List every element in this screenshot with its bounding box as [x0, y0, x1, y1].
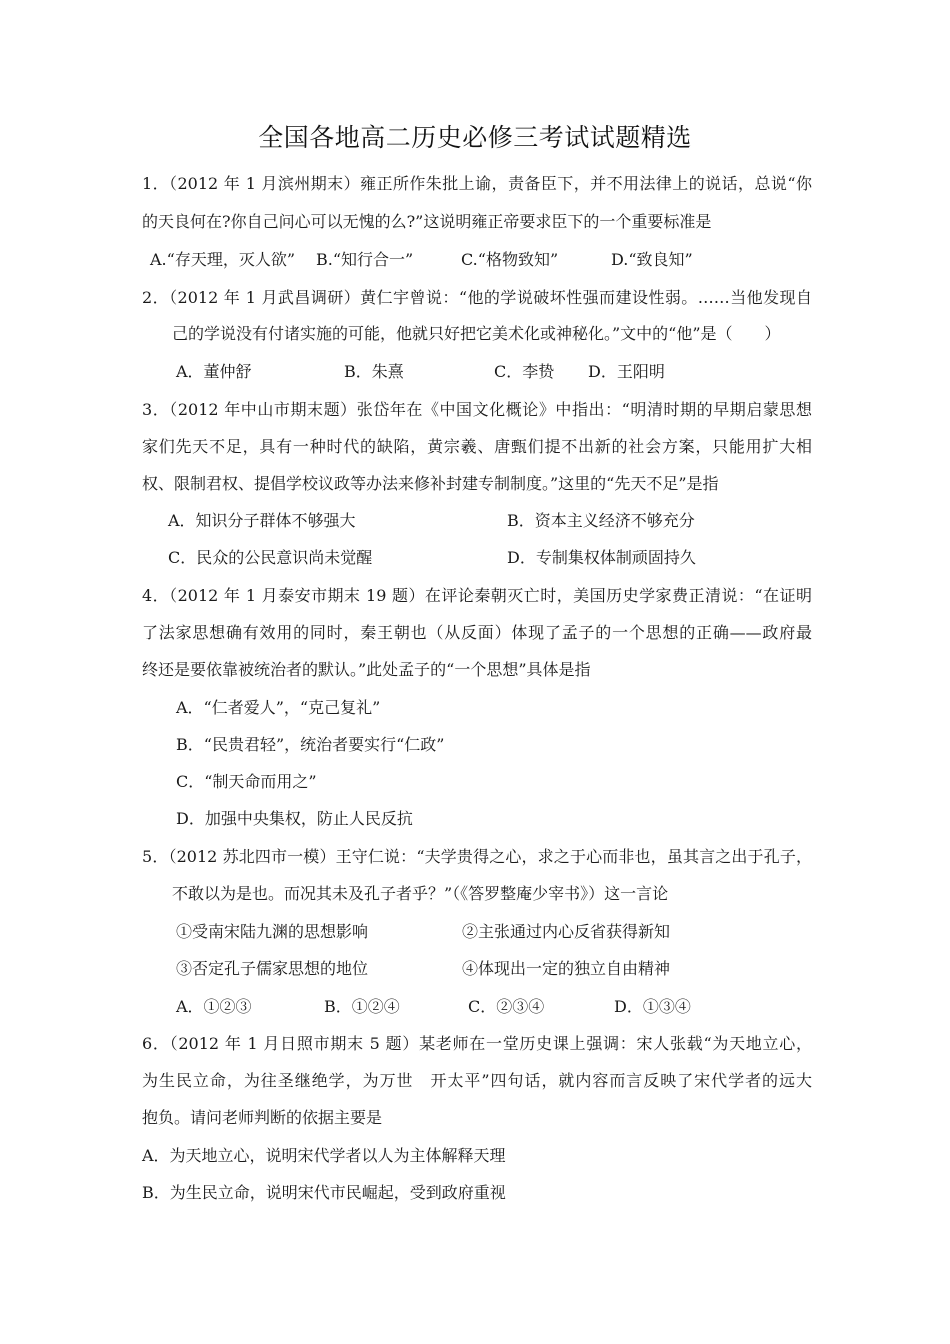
q5-option-d: D．①③④: [614, 997, 691, 1016]
q2-stem-line2: 己的学说没有付诸实施的可能，他就只好把它美术化或神秘化。”文中的“他”是（ ）: [172, 324, 781, 343]
q5-stem-line2: 不敢以为是也。而况其未及孔子者乎？”（《答罗整庵少宰书》）这一言论: [172, 884, 669, 903]
q5-stem-line1: 5．（2012 苏北四市一模）王守仁说：“夫学贵得之心，求之于心而非也，虽其言之出于孔子，: [142, 847, 812, 866]
q4-stem-line3: 终还是要依靠被统治者的默认。”此处孟子的“一个思想”具体是指: [142, 660, 591, 679]
q1-option-a: A.“存天理，灭人欲”: [150, 250, 296, 269]
q3-option-c: C．民众的公民意识尚未觉醒: [168, 548, 373, 567]
q3-stem-line2: 家们先天不足，具有一种时代的缺陷，黄宗羲、唐甄们提不出新的社会方案，只能用扩大相: [142, 437, 812, 456]
q1-option-c: C.“格物致知”: [461, 250, 559, 269]
q1-option-b: B.“知行合一”: [316, 250, 414, 269]
q5-option-c: C．②③④: [468, 997, 545, 1016]
q5-item-3: ③否定孔子儒家思想的地位: [176, 959, 369, 978]
q6-stem-line1: 6．（2012 年 1 月日照市期末 5 题）某老师在一堂历史课上强调：宋人张载“为天地立心，: [142, 1034, 812, 1053]
q3-option-b: B．资本主义经济不够充分: [507, 511, 695, 530]
q4-option-c: C．“制天命而用之”: [176, 772, 317, 791]
q3-option-a: A．知识分子群体不够强大: [168, 511, 356, 530]
q4-option-b: B．“民贵君轻”，统治者要实行“仁政”: [176, 735, 445, 754]
q2-option-a: A．董仲舒: [176, 362, 252, 381]
q1-option-d: D.“致良知”: [611, 250, 693, 269]
q4-stem-line1: 4．（2012 年 1 月泰安市期末 19 题）在评论秦朝灭亡时，美国历史学家费正清说：“在证明: [142, 586, 812, 605]
q5-option-b: B．①②④: [324, 997, 400, 1016]
document-title: 全国各地高二历史必修三考试试题精选: [258, 123, 692, 152]
q5-item-4: ④体现出一定的独立自由精神: [462, 959, 671, 978]
q1-stem-line2: 的天良何在?你自己问心可以无愧的么?”这说明雍正帝要求臣下的一个重要标准是: [142, 212, 712, 231]
q6-stem-line3: 抱负。请问老师判断的依据主要是: [142, 1108, 383, 1127]
q6-option-b: B．为生民立命，说明宋代市民崛起，受到政府重视: [142, 1183, 506, 1202]
q2-option-c: C．李贽: [494, 362, 555, 381]
q4-option-d: D．加强中央集权，防止人民反抗: [176, 809, 413, 828]
q5-item-1: ①受南宋陆九渊的思想影响: [176, 922, 369, 941]
q5-item-2: ②主张通过内心反省获得新知: [462, 922, 671, 941]
q5-option-a: A．①②③: [176, 997, 252, 1016]
q3-option-d: D．专制集权体制顽固持久: [507, 548, 696, 567]
q1-stem-line1: 1．（2012 年 1 月滨州期末）雍正所作朱批上谕，责备臣下，并不用法律上的说话，总说“你: [142, 174, 812, 193]
q2-option-b: B．朱熹: [344, 362, 404, 381]
q6-option-a: A．为天地立心，说明宋代学者以人为主体解释天理: [142, 1146, 506, 1165]
q3-stem-line3: 权、限制君权、提倡学校议政等办法来修补封建专制制度。”这里的“先天不足”是指: [142, 474, 719, 493]
q3-stem-line1: 3．（2012 年中山市期末题）张岱年在《中国文化概论》中指出：“明清时期的早期启蒙思想: [142, 400, 812, 419]
q2-stem-line1: 2．（2012 年 1 月武昌调研）黄仁宇曾说：“他的学说破坏性强而建设性弱。……当他发现自: [142, 288, 812, 307]
q6-stem-line2: 为生民立命，为往圣继绝学，为万世 开太平”四句话，就内容而言反映了宋代学者的远大: [142, 1071, 812, 1090]
q2-option-d: D．王阳明: [588, 362, 665, 381]
q4-stem-line2: 了法家思想确有效用的同时，秦王朝也（从反面）体现了孟子的一个思想的正确——政府最: [142, 623, 812, 642]
q4-option-a: A．“仁者爱人”，“克己复礼”: [176, 698, 381, 717]
